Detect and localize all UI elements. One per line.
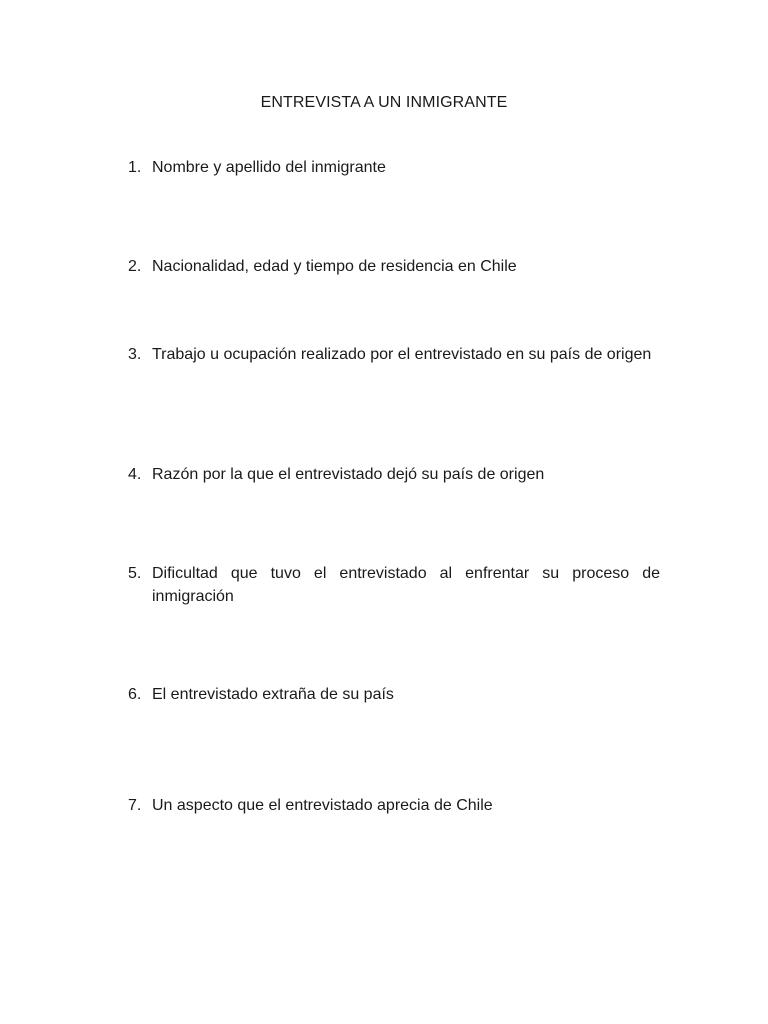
question-item	[128, 683, 660, 706]
question-item	[128, 562, 660, 608]
question-number: 7.	[128, 797, 142, 814]
question-item	[128, 255, 660, 278]
question-text: Dificultad que tuvo el entrevistado al enfrentar su proceso de inmigración	[152, 565, 660, 605]
question-number: 2.	[128, 258, 142, 275]
question-text: Razón por la que el entrevistado dejó su país de origen	[152, 466, 545, 483]
question-number: 6.	[128, 686, 142, 703]
question-number: 5.	[128, 565, 142, 582]
question-number: 3.	[128, 346, 142, 363]
question-text: Un aspecto que el entrevistado aprecia de Chile	[152, 797, 493, 814]
question-number: 1.	[128, 159, 142, 176]
question-text: Trabajo u ocupación realizado por el entrevistado en su país de origen	[152, 346, 652, 363]
question-item	[128, 343, 660, 366]
document-title: ENTREVISTA A UN INMIGRANTE	[260, 94, 508, 111]
question-item	[128, 156, 660, 179]
question-text: Nacionalidad, edad y tiempo de residencia en Chile	[152, 258, 517, 275]
question-item	[128, 794, 660, 817]
question-text: Nombre y apellido del inmigrante	[152, 159, 386, 176]
question-text: El entrevistado extraña de su país	[152, 686, 394, 703]
question-item	[128, 463, 660, 486]
question-number: 4.	[128, 466, 142, 483]
